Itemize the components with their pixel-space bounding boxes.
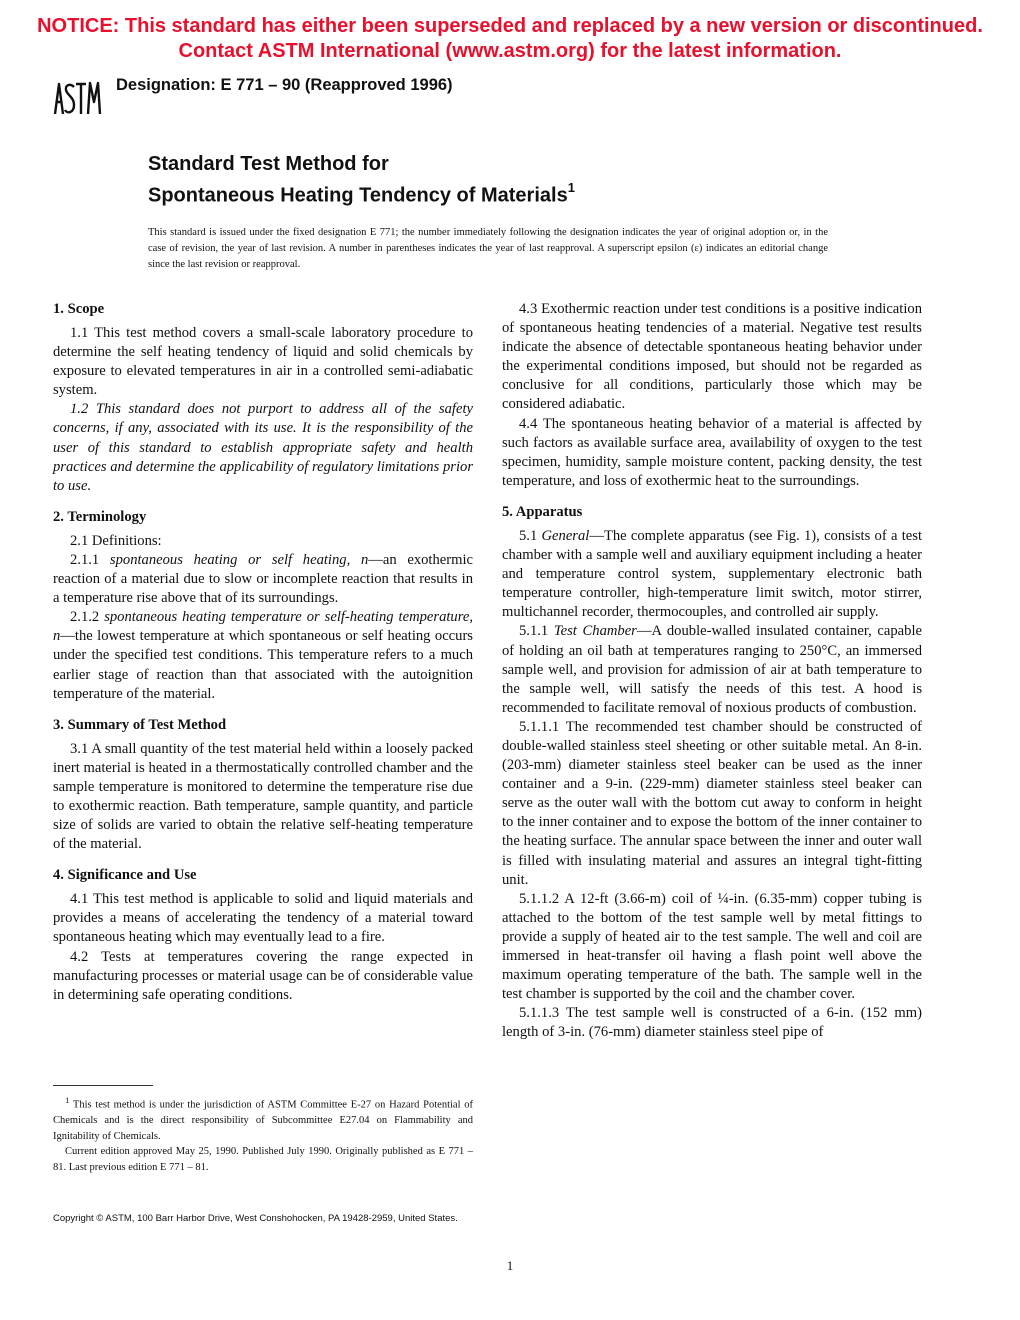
left-column: [53, 300, 473, 1005]
section-3-heading: 3. Summary of Test Method: [53, 716, 227, 733]
paragraph-5-1-1-3: 5.1.1.3 The test sample well is constructed of a 6-in. (152 mm) length of 3-in. (76-mm) diameter stainless steel pipe of: [502, 1005, 922, 1041]
notice-line-2: Contact ASTM International (www.astm.org) for the latest information.: [178, 40, 842, 62]
paragraph-2-1-1: [53, 551, 473, 608]
footnote-mark: 1: [65, 1095, 70, 1105]
paragraph-5-1-1: [502, 622, 922, 717]
designation: Designation: E 771 – 90 (Reapproved 1996): [116, 76, 453, 94]
clause-number: 5.1.1: [519, 623, 554, 640]
notice-banner: [0, 14, 1020, 64]
right-column: [502, 300, 922, 1042]
astm-logo: [52, 78, 102, 118]
clause-text: —The complete apparatus (see Fig. 1), consists of a test chamber with a sample well and auxiliary equipment including a heater and temperature control system, supplementary electronic bath temperature controller, high-temperature limit switch, motor stirrer, multichannel recorder, thermocouples, and controlled air supply.: [502, 527, 922, 621]
title-line-1: Standard Test Method for: [148, 153, 389, 175]
copyright-line: Copyright © ASTM, 100 Barr Harbor Drive, West Conshohocken, PA 19428-2959, United States.: [53, 1213, 458, 1224]
page-number: 1: [506, 1258, 514, 1273]
section-4-heading: 4. Significance and Use: [53, 867, 197, 884]
paragraph-4-4: 4.4 The spontaneous heating behavior of a material is affected by such factors as available surface area, availability of oxygen to the test specimen, humidity, sample moisture content, packing density, the test temperature, and loss of exothermic heat to the surroundings.: [502, 415, 922, 489]
issuance-note: This standard is issued under the fixed designation E 771; the number immediately following the designation indicates the year of original adoption or, in the case of revision, the year of last revision. A number in parentheses indicates the year of last reapproval. A superscript epsilon (ε) indicates an editorial change since the last revision or reapproval.: [148, 227, 828, 270]
paragraph-4-2: 4.2 Tests at temperatures covering the range expected in manufacturing processes or material usage can be of considerable value in determining safe operating conditions.: [53, 948, 473, 1003]
clause-number: 5.1: [519, 527, 542, 544]
paragraph-1-2: 1.2 This standard does not purport to address all of the safety concerns, if any, associated with its use. It is the responsibility of the user of this standard to establish appropriate safety and health practices and determine the applicability of regulatory limitations prior to use.: [53, 401, 473, 494]
paragraph-2-1-2: [53, 608, 473, 703]
clause-term: Test Chamber: [553, 623, 637, 640]
paragraph-5-1-1-1: 5.1.1.1 The recommended test chamber should be constructed of double-walled stainless steel sheeting or other suitable metal. An 8-in. (203-mm) diameter stainless steel beaker can be used as the inner container and a 9-in. (229-mm) diameter stainless steel beaker can serve as the outer wall with the bottom cut away to conform in height to the inner container and to expose the bottom of the inner container to the heating surface. The annular space between the inner and outer wall is filled with insulating material and assures an integral tight-fitting unit.: [502, 718, 922, 888]
footnote-1: [53, 1093, 473, 1144]
footnote-1-text: This test method is under the jurisdiction of ASTM Committee E-27 on Hazard Potential of Chemicals and is the direct responsibility of Subcommittee E27.04 on Flammability and Ignitability of Chemicals.: [53, 1099, 473, 1142]
clause-text: —A double-walled insulated container, capable of holding an oil bath at temperatures ranging to 250°C, an immersed sample well, and provision for admission of air at bath temperature to the sample well, will satisfy the needs of this test. A hood is recommended to facilitate removal of noxious products of combustion.: [502, 623, 922, 716]
paragraph-4-1: 4.1 This test method is applicable to solid and liquid materials and provides a means of accelerating the tendency of a material toward spontaneous heating which may eventually lead to a fire.: [53, 891, 473, 946]
defined-term: spontaneous heating temperature or self-heating temperature, n: [53, 609, 473, 645]
notice-line-1: NOTICE: This standard has either been superseded and replaced by a new version or discontinued.: [37, 15, 983, 37]
definition-text: —the lowest temperature at which spontaneous or self heating occurs under the specified test conditions. This temperature refers to a much earlier stage of reaction than that associated with the autoignition temperature of the material.: [53, 628, 473, 702]
section-5-heading: 5. Apparatus: [502, 503, 583, 520]
clause-number: 2.1.2: [70, 609, 105, 626]
paragraph-3-1: 3.1 A small quantity of the test material held within a loosely packed inert material is heated in a thermostatically controlled chamber and the sample temperature is monitored to determine the temperature rise due to exothermic reaction. Bath temperature, sample quantity, and particle size of solids are varied to obtain the relative self-heating temperature of the material.: [53, 740, 473, 853]
footnote-2: Current edition approved May 25, 1990. Published July 1990. Originally published as E 771 – 81. Last previous edition E 771 – 81.: [53, 1146, 473, 1173]
paragraph-1-1: 1.1 This test method covers a small-scale laboratory procedure to determine the self heating tendency of liquid and solid chemicals by exposure to elevated temperatures in air in a controlled semi-adiabatic system.: [53, 325, 473, 399]
paragraph-5-1-1-2: 5.1.1.2 A 12-ft (3.66-m) coil of ¼-in. (6.35-mm) copper tubing is attached to the bottom of the test sample well by metal fittings to provide a supply of heated air to the test sample. The well and coil are immersed in heat-transfer oil having a flash point well above the maximum operating temperature of the bath. The sample well in the test chamber is supported by the coil and the chamber cover.: [502, 890, 922, 1003]
title-line-2: [148, 177, 575, 209]
section-2-heading: 2. Terminology: [53, 508, 147, 525]
paragraph-5-1: [502, 527, 922, 622]
document-title: [148, 152, 575, 209]
definition-text: —an exothermic reaction of a material due to slow or incomplete reaction that results in a temperature rise above that of its surroundings.: [53, 551, 473, 607]
title-footnote-mark: 1: [567, 180, 575, 195]
title-text: Spontaneous Heating Tendency of Materials: [148, 184, 568, 207]
paragraph-2-1: 2.1 Definitions:: [70, 532, 162, 549]
footnotes: [53, 1093, 473, 1175]
clause-term: General: [541, 527, 590, 544]
defined-term: spontaneous heating or self heating, n: [109, 551, 369, 568]
paragraph-4-3: 4.3 Exothermic reaction under test conditions is a positive indication of spontaneous heating tendencies of a material. Negative test results indicate the absence of detectable spontaneous heating behavior under the experimental conditions imposed, but should not be regarded as conclusive for all conditions, particularly those which may be considered adiabatic.: [502, 301, 922, 413]
footnote-divider: [53, 1085, 153, 1086]
clause-number: 2.1.1: [70, 551, 110, 568]
section-1-heading: 1. Scope: [53, 301, 105, 317]
